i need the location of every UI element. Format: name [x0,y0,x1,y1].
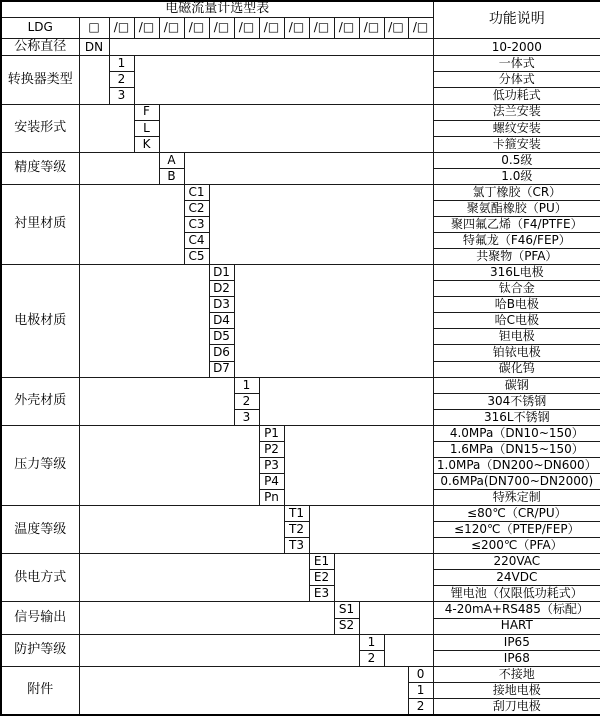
description-cell: 10-2000 [433,39,600,56]
category-label: 安装形式 [1,104,79,152]
description-cell: 接地电极 [433,682,600,698]
code-cell: D4 [209,313,234,329]
right-spacer-cell [159,104,433,152]
slash-box-cell: /□ [159,18,184,39]
right-spacer-cell [309,506,433,554]
code-cell: D1 [209,265,234,281]
code-cell: 1 [359,634,384,650]
description-cell: 哈C电极 [433,313,600,329]
description-cell: IP68 [433,650,600,666]
code-cell: B [159,168,184,184]
code-cell: F [134,104,159,120]
code-cell: T1 [284,506,309,522]
left-spacer-cell [79,666,408,715]
description-cell: 聚四氟乙烯（F4/PTFE） [433,216,600,232]
code-cell: C2 [184,200,209,216]
left-spacer-cell [79,602,334,634]
left-spacer-cell [79,425,259,505]
code-cell: 2 [109,72,134,88]
slash-box-cell: /□ [334,18,359,39]
code-cell: C4 [184,233,209,249]
code-cell: C3 [184,216,209,232]
code-cell: 0 [408,666,433,682]
right-spacer-cell [284,425,433,505]
description-cell: 24VDC [433,570,600,586]
code-cell: E1 [309,554,334,570]
code-cell: E2 [309,570,334,586]
right-spacer-cell [334,554,433,602]
slash-box-cell: /□ [209,18,234,39]
description-cell: 钽电极 [433,329,600,345]
description-cell: 不接地 [433,666,600,682]
description-cell: 316L电极 [433,265,600,281]
code-cell: E3 [309,586,334,602]
description-cell: 铂铱电极 [433,345,600,361]
description-cell: 316L不锈钢 [433,409,600,425]
description-cell: ≤80℃（CR/PU） [433,506,600,522]
slash-box-cell: /□ [309,18,334,39]
code-cell: P1 [259,425,284,441]
code-cell: 2 [408,698,433,715]
code-cell: D5 [209,329,234,345]
category-label: 供电方式 [1,554,79,602]
description-cell: 特氟龙（F46/FEP） [433,233,600,249]
code-cell: P4 [259,473,284,489]
code-cell: 3 [234,409,259,425]
left-spacer-cell [79,554,309,602]
code-cell: 2 [359,650,384,666]
description-cell: ≤120℃（PTEP/FEP） [433,522,600,538]
category-label: 精度等级 [1,152,79,184]
function-column-header: 功能说明 [433,1,600,39]
right-spacer-cell [384,634,433,666]
code-cell: C1 [184,184,209,200]
code-cell: D2 [209,281,234,297]
table-title: 电磁流量计选型表 [1,1,433,18]
slash-box-cell: /□ [359,18,384,39]
code-cell: T2 [284,522,309,538]
code-cell: 1 [234,377,259,393]
description-cell: 氯丁橡胶（CR） [433,184,600,200]
slash-box-cell: /□ [184,18,209,39]
code-cell: 2 [234,393,259,409]
category-label: 公称直径 [1,39,79,56]
code-cell: S2 [334,618,359,634]
code-cell: D6 [209,345,234,361]
description-cell: 卡箍安装 [433,136,600,152]
slash-box-cell: /□ [234,18,259,39]
right-spacer-cell [109,39,433,56]
description-cell: 螺纹安装 [433,120,600,136]
description-cell: 聚氨酯橡胶（PU） [433,200,600,216]
left-spacer-cell [79,56,109,104]
code-cell: D3 [209,297,234,313]
description-cell: 0.6MPa(DN700~DN2000) [433,473,600,489]
code-box-cell: □ [79,18,109,39]
right-spacer-cell [259,377,433,425]
slash-box-cell: /□ [134,18,159,39]
category-label: 信号输出 [1,602,79,634]
left-spacer-cell [79,506,284,554]
slash-box-cell: /□ [109,18,134,39]
description-cell: 304不锈钢 [433,393,600,409]
description-cell: 共聚物（PFA） [433,249,600,265]
left-spacer-cell [79,184,184,264]
code-cell: Pn [259,490,284,506]
left-spacer-cell [79,104,134,152]
right-spacer-cell [209,184,433,264]
code-cell: 1 [109,56,134,72]
description-cell: 刮刀电极 [433,698,600,715]
right-spacer-cell [134,56,433,104]
category-label: 附件 [1,666,79,715]
description-cell: 1.0MPa（DN200~DN600） [433,457,600,473]
category-label: 防护等级 [1,634,79,666]
description-cell: HART [433,618,600,634]
category-label: 电极材质 [1,265,79,377]
description-cell: 钛合金 [433,281,600,297]
description-cell: 分体式 [433,72,600,88]
description-cell: 法兰安装 [433,104,600,120]
left-spacer-cell [79,265,209,377]
slash-box-cell: /□ [408,18,433,39]
description-cell: ≤200℃（PFA） [433,538,600,554]
left-spacer-cell [79,634,359,666]
left-spacer-cell [79,152,159,184]
model-code-cell: LDG [1,18,79,39]
description-cell: 一体式 [433,56,600,72]
code-cell: T3 [284,538,309,554]
category-label: 衬里材质 [1,184,79,264]
description-cell: 220VAC [433,554,600,570]
description-cell: 哈B电极 [433,297,600,313]
slash-box-cell: /□ [384,18,408,39]
category-label: 转换器类型 [1,56,79,104]
slash-box-cell: /□ [284,18,309,39]
code-cell: S1 [334,602,359,618]
description-cell: 碳钢 [433,377,600,393]
category-label: 温度等级 [1,506,79,554]
description-cell: 4.0MPa（DN10~150） [433,425,600,441]
code-cell: 1 [408,682,433,698]
category-label: 压力等级 [1,425,79,505]
right-spacer-cell [234,265,433,377]
description-cell: IP65 [433,634,600,650]
right-spacer-cell [359,602,433,634]
description-cell: 0.5级 [433,152,600,168]
description-cell: 1.0级 [433,168,600,184]
code-cell: L [134,120,159,136]
code-cell: 3 [109,88,134,104]
description-cell: 碳化钨 [433,361,600,377]
description-cell: 1.6MPa（DN15~150） [433,441,600,457]
slash-box-cell: /□ [259,18,284,39]
code-cell: DN [79,39,109,56]
code-cell: K [134,136,159,152]
description-cell: 低功耗式 [433,88,600,104]
code-cell: A [159,152,184,168]
selection-table-body [1,1,600,715]
right-spacer-cell [184,152,433,184]
left-spacer-cell [79,377,234,425]
code-cell: P2 [259,441,284,457]
description-cell: 特殊定制 [433,490,600,506]
code-cell: C5 [184,249,209,265]
code-cell: D7 [209,361,234,377]
description-cell: 锂电池（仅限低功耗式） [433,586,600,602]
code-cell: P3 [259,457,284,473]
category-label: 外壳材质 [1,377,79,425]
description-cell: 4-20mA+RS485（标配） [433,602,600,618]
